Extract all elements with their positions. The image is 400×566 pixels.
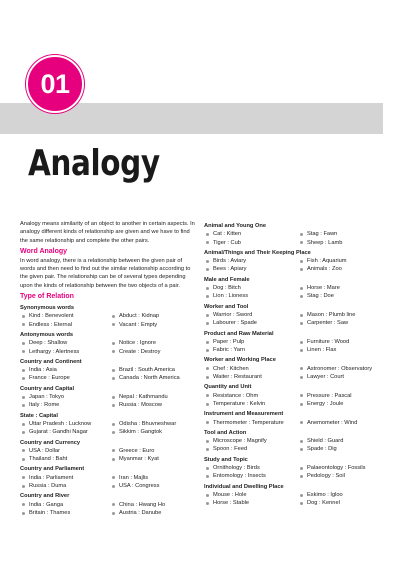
relation-pair-list [204, 365, 388, 382]
relation-section-title: Worker and Tool [204, 303, 249, 310]
relation-pair-text: Labourer : Spade [213, 320, 257, 327]
bullet-icon [112, 476, 115, 479]
relation-pair-text: Bees : Apiary [213, 266, 247, 273]
bullet-icon [300, 322, 303, 325]
relation-pair-list [204, 464, 388, 481]
relation-pair-text: Mason : Plumb line [307, 311, 356, 318]
bullet-icon [206, 467, 209, 470]
bullet-icon [300, 440, 303, 443]
bullet-icon [206, 421, 209, 424]
relation-pair-text: France : Europe [29, 375, 70, 382]
relation-pair-text: Carpenter : Saw [307, 320, 349, 327]
relation-pair-text: Greece : Euro [119, 447, 155, 454]
relation-pair-text: Microscope : Magnify [213, 438, 267, 445]
relation-pair-list [20, 447, 196, 464]
bullet-icon [206, 394, 209, 397]
relation-pair-item [20, 321, 106, 329]
relation-pair-text: Horse : Stable [213, 500, 250, 507]
bullet-icon [300, 421, 303, 424]
bullet-icon [206, 376, 209, 379]
relation-pair-text: Astronomer : Observatory [307, 365, 373, 372]
bullet-icon [300, 349, 303, 352]
relation-pair-item [110, 339, 196, 347]
right-column [204, 220, 388, 508]
relation-pair-item [204, 437, 294, 445]
relation-pair-text: Uttar Pradesh : Lucknow [29, 420, 92, 427]
relation-pair-text: Kind : Benevolent [29, 313, 74, 320]
bullet-icon [112, 342, 115, 345]
relation-pair-text: Notice : Ignore [119, 340, 156, 347]
bullet-icon [22, 377, 25, 380]
chapter-number-badge [26, 55, 84, 113]
relation-pair-item [20, 455, 106, 463]
relation-pair-item [110, 321, 196, 329]
bullet-icon [206, 349, 209, 352]
relation-pair-text: Abduct : Kidnap [119, 313, 160, 320]
relation-pair-text: Gujarat : Gandhi Nagar [29, 429, 88, 436]
relation-pair-list [20, 312, 196, 329]
relation-pair-item [298, 257, 388, 265]
relation-pair-text: Ornithology : Birds [213, 465, 260, 472]
relation-section-title: State : Capital [20, 412, 58, 419]
relation-pair-item [20, 374, 106, 382]
relation-pair-item [298, 464, 388, 472]
relation-pair-text: Cat : Kitten [213, 231, 242, 238]
relation-pair-item [298, 319, 388, 327]
relation-pair-item [20, 428, 106, 436]
bullet-icon [22, 369, 25, 372]
bullet-icon [300, 494, 303, 497]
bullet-icon [206, 448, 209, 451]
bullet-icon [206, 494, 209, 497]
relation-pair-item [204, 265, 294, 273]
relation-pair-item [204, 472, 294, 480]
relation-pair-text: Thailand : Baht [29, 456, 68, 463]
relation-pair-item [204, 284, 294, 292]
relation-pair-item [204, 257, 294, 265]
relation-pair-item [110, 501, 196, 509]
relation-pair-text: Temperature : Kelvin [213, 400, 266, 407]
relation-pair-item [298, 499, 388, 507]
relation-pair-text: Furniture : Wood [307, 338, 350, 345]
relation-section-title: Antonymous words [20, 331, 74, 338]
relation-pair-item [204, 319, 294, 327]
relation-pair-text: Tiger : Cub [213, 239, 241, 246]
relation-pair-text: Russia : Duma [29, 483, 67, 490]
relation-pair-item [298, 239, 388, 247]
relation-pair-text: Entomology : Insects [213, 473, 266, 480]
relation-section-title: Male and Female [204, 276, 250, 283]
bullet-icon [22, 350, 25, 353]
relation-pair-list [20, 474, 196, 491]
relation-pair-text: Sheep : Lamb [307, 239, 343, 246]
relation-pair-item [20, 420, 106, 428]
relation-pair-list [204, 491, 388, 508]
bullet-icon [300, 367, 303, 370]
relation-section-title: Country and Currency [20, 439, 81, 446]
relation-pair-text: Odisha : Bhuvneshwar [119, 420, 177, 427]
relation-pair-text: Linen : Flax [307, 347, 337, 354]
relation-section-title: Country and Continent [20, 358, 82, 365]
bullet-icon [206, 260, 209, 263]
relation-pair-text: Fabric : Yarn [213, 347, 246, 354]
relation-section-title: Tool and Action [204, 429, 247, 436]
bullet-icon [112, 369, 115, 372]
bullet-icon [112, 512, 115, 515]
chapter-number: 01 [40, 68, 70, 99]
relation-section-title: Country and River [20, 493, 70, 500]
relation-pair-item [110, 447, 196, 455]
relation-pair-text: Myanmar : Kyat [119, 456, 159, 463]
bullet-icon [300, 287, 303, 290]
right-relation-sections [204, 222, 388, 508]
relation-pair-item [20, 482, 106, 490]
relation-pair-list [204, 338, 388, 355]
relation-pair-item [298, 419, 388, 427]
relation-pair-item [20, 393, 106, 401]
bullet-icon [112, 458, 115, 461]
relation-pair-item [110, 374, 196, 382]
bullet-icon [206, 475, 209, 478]
relation-pair-text: USA : Dollar [29, 447, 60, 454]
relation-pair-text: Stag : Fawn [307, 231, 338, 238]
relation-pair-item [204, 292, 294, 300]
relation-section-title: Worker and Working Place [204, 357, 276, 364]
relation-pair-text: Animals : Zoo [307, 266, 342, 273]
relation-pair-item [204, 311, 294, 319]
relation-pair-text: Horse : Mare [307, 285, 340, 292]
bullet-icon [22, 485, 25, 488]
relation-pair-list [20, 339, 196, 356]
relation-pair-item [298, 265, 388, 273]
type-of-relation-heading: Type of Relation [20, 293, 74, 301]
relation-pair-text: Create : Destroy [119, 348, 161, 355]
relation-pair-item [298, 392, 388, 400]
relation-pair-item [110, 393, 196, 401]
relation-pair-item [20, 312, 106, 320]
relation-pair-list [20, 420, 196, 437]
relation-pair-list [204, 392, 388, 409]
word-analogy-heading: Word Analogy [20, 247, 68, 255]
bullet-icon [112, 503, 115, 506]
relation-pair-item [110, 401, 196, 409]
relation-pair-text: Spade : Dig [307, 446, 337, 453]
bullet-icon [300, 475, 303, 478]
relation-pair-item [110, 366, 196, 374]
relation-pair-text: Paper : Pulp [213, 338, 245, 345]
relation-pair-item [298, 338, 388, 346]
bullet-icon [300, 467, 303, 470]
relation-pair-item [204, 499, 294, 507]
bullet-icon [300, 341, 303, 344]
bullet-icon [206, 314, 209, 317]
relation-pair-text: Austria : Danube [119, 509, 162, 516]
bullet-icon [300, 260, 303, 263]
bullet-icon [300, 376, 303, 379]
relation-section-title: Country and Parliament [20, 466, 85, 473]
relation-pair-text: Nepal : Kathmandu [119, 394, 168, 401]
bullet-icon [300, 394, 303, 397]
relation-pair-list [20, 366, 196, 383]
bullet-icon [112, 323, 115, 326]
relation-pair-text: Japan : Tokyo [29, 394, 64, 401]
relation-pair-item [204, 400, 294, 408]
relation-pair-item [298, 365, 388, 373]
bullet-icon [206, 502, 209, 505]
bullet-icon [112, 404, 115, 407]
relation-pair-list [204, 419, 388, 427]
bullet-icon [22, 458, 25, 461]
relation-pair-text: Shield : Guard [307, 438, 344, 445]
bullet-icon [206, 295, 209, 298]
relation-pair-text: Fish : Aquarium [307, 258, 347, 265]
bullet-icon [206, 233, 209, 236]
relation-pair-text: Resistance : Ohm [213, 392, 259, 399]
relation-section-title: Study and Topic [204, 456, 248, 463]
relation-pair-item [204, 338, 294, 346]
relation-section-title: Quantity and Unit [204, 384, 252, 391]
bullet-icon [22, 503, 25, 506]
bullet-icon [206, 287, 209, 290]
relation-pair-item [20, 401, 106, 409]
relation-pair-item [20, 348, 106, 356]
bullet-icon [112, 449, 115, 452]
bullet-icon [206, 440, 209, 443]
bullet-icon [22, 423, 25, 426]
relation-pair-item [204, 392, 294, 400]
bullet-icon [300, 403, 303, 406]
relation-pair-text: Deep : Shallow [29, 340, 68, 347]
bullet-icon [300, 448, 303, 451]
relation-pair-text: Thermometer : Temperature [213, 419, 284, 426]
relation-pair-text: Chef : Kitchen [213, 365, 249, 372]
bullet-icon [112, 350, 115, 353]
relation-pair-item [298, 491, 388, 499]
intro-paragraph: Analogy means similarity of an object to another in certain aspects. In analogy different kinds of relationship are given and we have to find the same relationship and complete the other pairs. [20, 221, 195, 244]
bullet-icon [22, 323, 25, 326]
bullet-icon [22, 431, 25, 434]
relation-pair-text: Energy : Joule [307, 400, 344, 407]
relation-pair-text: Lethargy : Alertness [29, 348, 80, 355]
relation-pair-item [204, 464, 294, 472]
relation-pair-text: Britain : Thames [29, 509, 71, 516]
bullet-icon [206, 241, 209, 244]
relation-pair-text: India : Parliament [29, 474, 74, 481]
relation-pair-list [204, 311, 388, 328]
relation-pair-item [204, 419, 294, 427]
relation-pair-item [20, 509, 106, 517]
relation-pair-item [110, 420, 196, 428]
bullet-icon [22, 512, 25, 515]
relation-pair-item [298, 437, 388, 445]
bullet-icon [300, 295, 303, 298]
bullet-icon [22, 476, 25, 479]
relation-pair-text: India : Asia [29, 367, 57, 374]
bullet-icon [206, 403, 209, 406]
relation-pair-text: Russia : Moscow [119, 402, 162, 409]
relation-pair-list [204, 284, 388, 301]
bullet-icon [112, 315, 115, 318]
relation-pair-item [20, 501, 106, 509]
relation-pair-text: Lawyer : Court [307, 374, 344, 381]
relation-pair-item [204, 445, 294, 453]
bullet-icon [300, 314, 303, 317]
relation-pair-text: Waiter : Restaurant [213, 374, 262, 381]
relation-pair-text: Lion : Lioness [213, 293, 249, 300]
relation-pair-text: Pressure : Pascal [307, 392, 352, 399]
bullet-icon [112, 396, 115, 399]
bullet-icon [300, 241, 303, 244]
bullet-icon [300, 502, 303, 505]
bullet-icon [22, 342, 25, 345]
relation-pair-list [204, 257, 388, 274]
relation-pair-item [20, 366, 106, 374]
relation-pair-item [20, 447, 106, 455]
bullet-icon [112, 485, 115, 488]
relation-pair-text: Sikkim : Gangtok [119, 429, 162, 436]
relation-pair-text: Stag : Doe [307, 293, 334, 300]
relation-pair-text: Warrior : Sword [213, 311, 253, 318]
relation-pair-item [204, 365, 294, 373]
relation-pair-list [20, 501, 196, 518]
bullet-icon [22, 404, 25, 407]
relation-section-title: Animal/Things and Their Keeping Place [204, 249, 311, 256]
relation-pair-item [204, 346, 294, 354]
relation-pair-text: Canada : North America [119, 375, 180, 382]
bullet-icon [300, 233, 303, 236]
relation-pair-text: Dog : Kennel [307, 500, 340, 507]
relation-pair-item [298, 292, 388, 300]
relation-section-title: Synonymous words [20, 305, 75, 312]
bullet-icon [22, 449, 25, 452]
relation-pair-item [110, 455, 196, 463]
relation-pair-item [298, 445, 388, 453]
relation-pair-item [110, 312, 196, 320]
relation-pair-text: Spoon : Feed [213, 446, 248, 453]
relation-pair-item [20, 339, 106, 347]
bullet-icon [112, 377, 115, 380]
relation-pair-text: Pedology : Soil [307, 473, 345, 480]
relation-pair-text: China : Hwang Ho [119, 501, 166, 508]
relation-pair-item [298, 400, 388, 408]
relation-pair-item [204, 373, 294, 381]
relation-pair-text: Vacant : Empty [119, 321, 158, 328]
bullet-icon [206, 367, 209, 370]
relation-pair-text: India : Ganga [29, 501, 64, 508]
relation-pair-text: Brazil : South America [119, 367, 175, 374]
relation-pair-item [298, 230, 388, 238]
relation-section-title: Product and Raw Material [204, 330, 274, 337]
bullet-icon [300, 268, 303, 271]
relation-pair-item [110, 474, 196, 482]
relation-pair-item [298, 373, 388, 381]
relation-pair-text: Dog : Bitch [213, 285, 241, 292]
relation-section-title: Individual and Dwelling Place [204, 483, 284, 490]
relation-pair-text: Eskimo : Igloo [307, 491, 343, 498]
relation-section-title: Instrument and Measurement [204, 411, 284, 418]
relation-pair-item [204, 239, 294, 247]
relation-pair-item [298, 311, 388, 319]
relation-pair-item [298, 284, 388, 292]
relation-section-title: Country and Capital [20, 385, 75, 392]
left-column [20, 220, 196, 517]
bullet-icon [206, 268, 209, 271]
relation-pair-text: Birds : Aviary [213, 258, 247, 265]
relation-pair-item [110, 428, 196, 436]
relation-pair-item [298, 472, 388, 480]
relation-pair-text: USA : Congress [119, 483, 160, 490]
relation-section-title: Animal and Young One [204, 223, 267, 229]
relation-pair-text: Endless : Eternal [29, 321, 72, 328]
relation-pair-item [204, 230, 294, 238]
relation-pair-text: Italy : Rome [29, 402, 60, 409]
relation-pair-item [20, 474, 106, 482]
relation-pair-item [110, 348, 196, 356]
bullet-icon [112, 423, 115, 426]
relation-pair-list [204, 230, 388, 247]
relation-pair-text: Iran : Majlis [119, 474, 149, 481]
bullet-icon [22, 396, 25, 399]
word-analogy-paragraph: In word analogy, there is a relationship between the given pair of words and then need to find out the similar relationship according to the given pair. The relationship can be of several types depending upon the kinds of relationship between the two objects of a pair. [20, 257, 191, 289]
left-relation-sections [20, 304, 196, 517]
chapter-title: Analogy [28, 143, 160, 184]
relation-pair-text: Mouse : Hole [213, 491, 247, 498]
relation-pair-item [204, 491, 294, 499]
bullet-icon [22, 315, 25, 318]
relation-pair-text: Anemometer : Wind [307, 419, 358, 426]
relation-pair-item [110, 509, 196, 517]
relation-pair-item [298, 346, 388, 354]
relation-pair-item [110, 482, 196, 490]
bullet-icon [112, 431, 115, 434]
relation-pair-text: Palaeontology : Fossils [307, 465, 366, 472]
bullet-icon [206, 322, 209, 325]
bullet-icon [206, 341, 209, 344]
relation-pair-list [204, 437, 388, 454]
relation-pair-list [20, 393, 196, 410]
